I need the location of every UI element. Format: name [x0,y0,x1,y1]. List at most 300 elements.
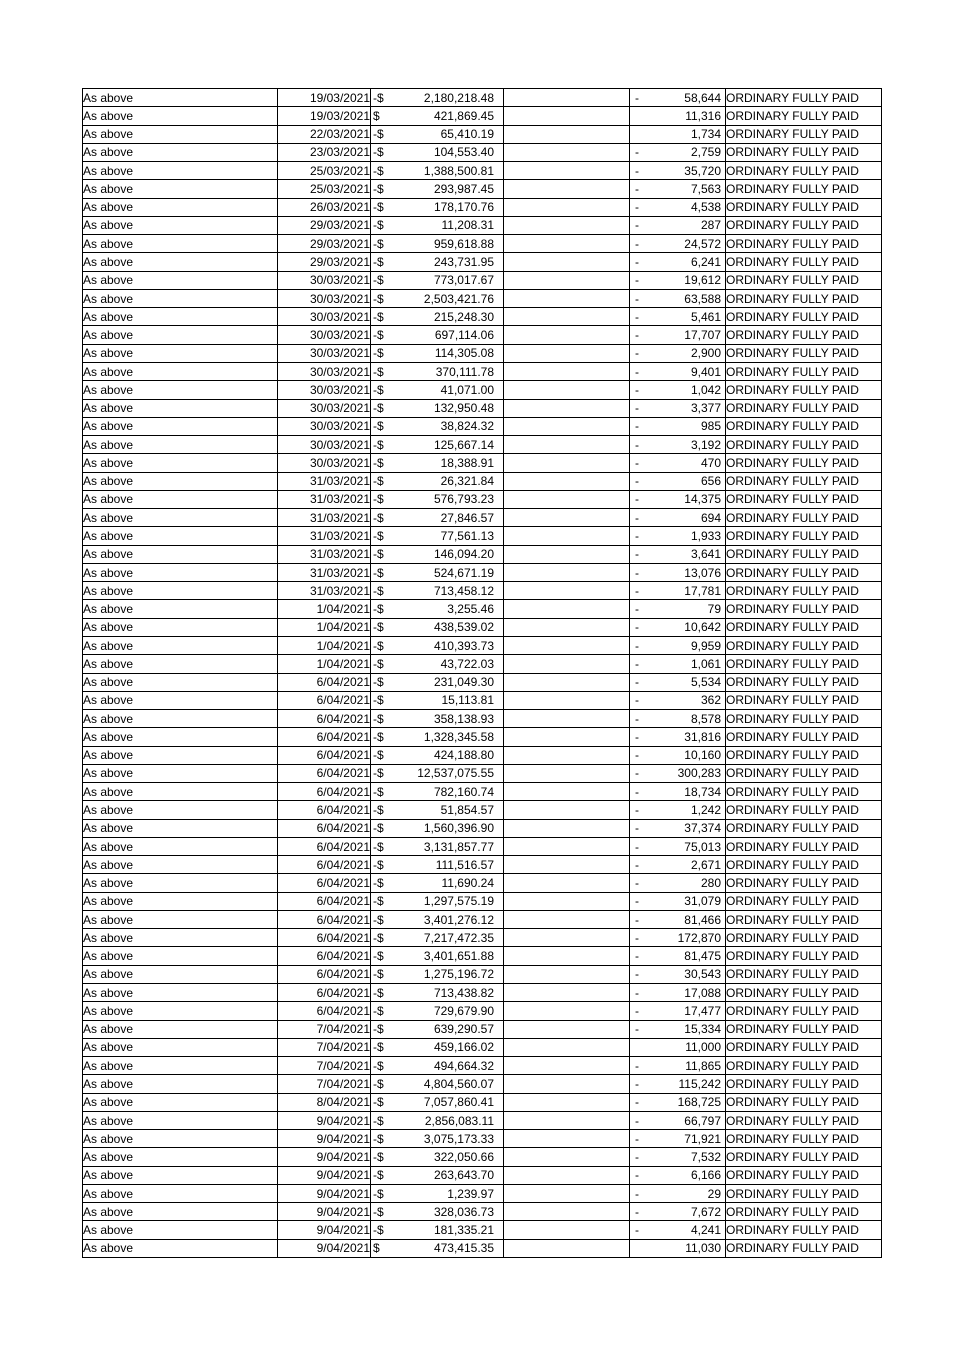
quantity-value: 287 [700,218,721,233]
amount-accounting-wrap [371,949,503,963]
table-row [83,819,882,837]
cell-share-class [726,764,882,782]
amount-accounting-wrap [371,967,503,981]
description-text: As above [83,949,134,964]
currency-sign: -$ [373,1131,384,1146]
amount-accounting-wrap [371,986,503,1000]
quantity-value: 1,061 [690,656,721,671]
cell-date [278,655,371,673]
cell-blank [504,1221,630,1239]
currency-sign: -$ [373,346,384,361]
cell-quantity [630,1203,726,1221]
share-class-text: ORDINARY FULLY PAID [726,748,859,763]
table-row [83,710,882,728]
currency-sign: -$ [373,437,384,452]
cell-blank [504,1093,630,1111]
description-text: As above [83,766,134,781]
date-text: 6/04/2021 [316,930,370,945]
amount-value: 4,804,560.07 [423,1076,494,1091]
table-row [83,362,882,380]
cell-quantity [630,691,726,709]
cell-description [83,874,278,892]
amount-value: 322,050.66 [433,1150,494,1165]
cell-amount [371,1002,504,1020]
amount-accounting-wrap [371,1150,503,1164]
amount-accounting-wrap [371,237,503,251]
quantity-accounting-wrap [630,821,725,835]
amount-accounting-wrap [371,328,503,342]
negative-sign: - [635,675,639,690]
cell-share-class [726,874,882,892]
cell-description [83,235,278,253]
cell-quantity [630,965,726,983]
cell-share-class [726,381,882,399]
date-text: 6/04/2021 [316,1003,370,1018]
cell-blank [504,783,630,801]
amount-value: 410,393.73 [433,638,494,653]
amount-value: 697,114.06 [434,328,494,343]
cell-quantity [630,636,726,654]
quantity-accounting-wrap [630,292,725,306]
quantity-accounting-wrap [630,803,725,817]
cell-quantity [630,746,726,764]
cell-date [278,1075,371,1093]
description-text: As above [83,309,134,324]
cell-description [83,417,278,435]
cell-date [278,235,371,253]
cell-amount [371,947,504,965]
table-row [83,509,882,527]
quantity-value: 9,401 [690,364,721,379]
amount-value: 424,188.80 [433,748,494,763]
negative-sign: - [635,90,639,105]
table-row [83,107,882,125]
table-row [83,764,882,782]
negative-sign: - [635,364,639,379]
cell-description [83,764,278,782]
amount-value: 114,305.08 [434,346,494,361]
cell-blank [504,308,630,326]
cell-blank [504,490,630,508]
cell-quantity [630,984,726,1002]
share-class-text: ORDINARY FULLY PAID [726,930,859,945]
cell-description [83,1221,278,1239]
amount-value: 713,438.82 [433,985,494,1000]
share-class-text: ORDINARY FULLY PAID [726,1095,859,1110]
cell-description [83,892,278,910]
table-row [83,856,882,874]
quantity-accounting-wrap [630,584,725,598]
cell-amount [371,454,504,472]
amount-value: 328,036.73 [433,1204,494,1219]
negative-sign: - [635,1223,639,1238]
cell-amount [371,1075,504,1093]
quantity-value: 18,734 [684,784,721,799]
amount-value: 18,388.91 [440,455,494,470]
cell-share-class [726,1038,882,1056]
amount-accounting-wrap [371,766,503,780]
cell-description [83,691,278,709]
share-class-text: ORDINARY FULLY PAID [726,949,859,964]
quantity-value: 10,160 [684,748,721,763]
cell-quantity [630,1020,726,1038]
cell-date [278,764,371,782]
description-text: As above [83,1003,134,1018]
cell-share-class [726,216,882,234]
quantity-accounting-wrap [630,876,725,890]
cell-amount [371,819,504,837]
cell-blank [504,710,630,728]
negative-sign: - [635,291,639,306]
quantity-value: 35,720 [684,163,721,178]
cell-share-class [726,563,882,581]
quantity-value: 75,013 [684,839,721,854]
cell-blank [504,746,630,764]
cell-share-class [726,1166,882,1184]
amount-value: 438,539.02 [433,620,494,635]
negative-sign: - [635,894,639,909]
negative-sign: - [635,693,639,708]
quantity-accounting-wrap [630,328,725,342]
cell-amount [371,1038,504,1056]
cell-quantity [630,1093,726,1111]
cell-amount [371,253,504,271]
quantity-value: 1,734 [690,127,721,142]
quantity-accounting-wrap [630,218,725,232]
description-text: As above [83,382,134,397]
cell-description [83,1057,278,1075]
cell-blank [504,436,630,454]
cell-date [278,1020,371,1038]
share-class-text: ORDINARY FULLY PAID [726,510,859,525]
amount-accounting-wrap [371,1132,503,1146]
cell-quantity [630,929,726,947]
cell-amount [371,1203,504,1221]
cell-description [83,965,278,983]
date-text: 6/04/2021 [316,711,370,726]
cell-amount [371,89,504,107]
cell-description [83,655,278,673]
quantity-accounting-wrap [630,237,725,251]
share-class-text: ORDINARY FULLY PAID [726,529,859,543]
amount-value: 11,690.24 [441,876,494,891]
quantity-accounting-wrap [630,273,725,287]
description-text: As above [83,108,134,123]
cell-amount [371,198,504,216]
quantity-value: 2,900 [690,346,721,361]
amount-accounting-wrap [371,511,503,525]
cell-share-class [726,490,882,508]
amount-accounting-wrap [371,620,503,634]
date-text: 9/04/2021 [316,1204,370,1219]
share-class-text: ORDINARY FULLY PAID [726,766,859,781]
cell-date [278,819,371,837]
quantity-accounting-wrap [630,894,725,908]
quantity-value: 7,672 [690,1204,721,1219]
cell-date [278,691,371,709]
quantity-accounting-wrap [630,474,725,488]
negative-sign: - [635,529,639,543]
description-text: As above [83,1040,134,1055]
amount-value: 524,671.19 [433,565,494,580]
cell-description [83,1020,278,1038]
cell-share-class [726,746,882,764]
cell-share-class [726,892,882,910]
cell-blank [504,545,630,563]
quantity-accounting-wrap [630,620,725,634]
description-text: As above [83,419,134,434]
cell-date [278,563,371,581]
description-text: As above [83,291,134,306]
quantity-accounting-wrap [630,401,725,415]
quantity-value: 300,283 [677,766,721,781]
quantity-accounting-wrap [630,1040,725,1054]
cell-date [278,1239,371,1257]
cell-blank [504,1002,630,1020]
amount-value: 26,321.84 [440,474,494,489]
cell-date [278,399,371,417]
quantity-value: 10,642 [684,620,721,635]
cell-date [278,308,371,326]
amount-value: 729,679.90 [433,1003,494,1018]
cell-date [278,436,371,454]
date-text: 9/04/2021 [316,1113,370,1128]
amount-accounting-wrap [371,383,503,397]
cell-quantity [630,271,726,289]
cell-date [278,618,371,636]
negative-sign: - [635,766,639,781]
amount-value: 1,560,396.90 [423,821,494,836]
cell-share-class [726,545,882,563]
cell-share-class [726,509,882,527]
currency-sign: -$ [373,930,384,945]
cell-amount [371,143,504,161]
cell-quantity [630,783,726,801]
amount-accounting-wrap [371,255,503,269]
cell-description [83,107,278,125]
cell-share-class [726,472,882,490]
cell-share-class [726,1002,882,1020]
description-text: As above [83,748,134,763]
table-row [83,563,882,581]
cell-quantity [630,600,726,618]
currency-sign: -$ [373,529,384,543]
cell-blank [504,929,630,947]
cell-description [83,618,278,636]
description-text: As above [83,1150,134,1165]
cell-amount [371,527,504,545]
date-text: 6/04/2021 [316,729,370,744]
quantity-value: 17,477 [684,1003,721,1018]
share-class-text: ORDINARY FULLY PAID [726,401,859,416]
table-row [83,308,882,326]
currency-sign: -$ [373,273,384,288]
cell-amount [371,289,504,307]
amount-accounting-wrap [371,365,503,379]
cell-amount [371,728,504,746]
cell-quantity [630,216,726,234]
cell-blank [504,947,630,965]
amount-accounting-wrap [371,310,503,324]
description-text: As above [83,437,134,452]
description-text: As above [83,602,134,617]
share-class-text: ORDINARY FULLY PAID [726,474,859,489]
currency-sign: -$ [373,912,384,927]
cell-blank [504,180,630,198]
date-text: 26/03/2021 [309,200,370,215]
share-class-text: ORDINARY FULLY PAID [726,1058,859,1073]
negative-sign: - [635,1058,639,1073]
currency-sign: -$ [373,382,384,397]
cell-quantity [630,344,726,362]
cell-quantity [630,235,726,253]
quantity-value: 3,641 [690,547,721,562]
share-class-text: ORDINARY FULLY PAID [726,163,859,178]
quantity-value: 31,816 [684,729,721,744]
cell-quantity [630,89,726,107]
cell-description [83,381,278,399]
currency-sign: -$ [373,821,384,836]
date-text: 9/04/2021 [316,1223,370,1238]
cell-blank [504,1166,630,1184]
quantity-accounting-wrap [630,602,725,616]
cell-description [83,1075,278,1093]
currency-sign: -$ [373,492,384,507]
share-class-text: ORDINARY FULLY PAID [726,492,859,507]
cell-amount [371,344,504,362]
amount-value: 181,335.21 [433,1223,494,1238]
amount-accounting-wrap [371,931,503,945]
cell-description [83,1239,278,1257]
cell-share-class [726,436,882,454]
date-text: 31/03/2021 [309,510,370,525]
share-class-text: ORDINARY FULLY PAID [726,127,859,142]
cell-date [278,965,371,983]
description-text: As above [83,784,134,799]
amount-accounting-wrap [371,894,503,908]
cell-quantity [630,947,726,965]
date-text: 6/04/2021 [316,857,370,872]
amount-accounting-wrap [371,584,503,598]
quantity-accounting-wrap [630,986,725,1000]
cell-blank [504,1057,630,1075]
cell-description [83,1166,278,1184]
quantity-accounting-wrap [630,913,725,927]
quantity-accounting-wrap [630,748,725,762]
amount-value: 421,869.45 [433,108,494,123]
date-text: 30/03/2021 [309,437,370,452]
cell-quantity [630,819,726,837]
amount-accounting-wrap [371,693,503,707]
description-text: As above [83,200,134,215]
quantity-accounting-wrap [630,1059,725,1073]
share-class-text: ORDINARY FULLY PAID [726,218,859,233]
cell-blank [504,326,630,344]
table-row [83,1093,882,1111]
cell-amount [371,1130,504,1148]
cell-blank [504,198,630,216]
date-text: 30/03/2021 [309,382,370,397]
cell-amount [371,125,504,143]
cell-amount [371,801,504,819]
currency-sign: -$ [373,565,384,580]
cell-blank [504,1184,630,1202]
cell-date [278,892,371,910]
currency-sign: -$ [373,583,384,598]
cell-date [278,125,371,143]
share-class-text: ORDINARY FULLY PAID [726,328,859,343]
quantity-value: 11,000 [685,1040,721,1055]
amount-value: 782,160.74 [433,784,494,799]
table-row [83,636,882,654]
cell-description [83,509,278,527]
negative-sign: - [635,729,639,744]
amount-accounting-wrap [371,1241,503,1255]
negative-sign: - [635,1076,639,1091]
negative-sign: - [635,437,639,452]
cell-blank [504,162,630,180]
date-text: 6/04/2021 [316,821,370,836]
amount-accounting-wrap [371,840,503,854]
cell-blank [504,563,630,581]
negative-sign: - [635,273,639,288]
description-text: As above [83,127,134,142]
date-text: 31/03/2021 [309,583,370,598]
cell-share-class [726,618,882,636]
negative-sign: - [635,1003,639,1018]
quantity-accounting-wrap [630,1223,725,1237]
date-text: 31/03/2021 [309,529,370,543]
quantity-accounting-wrap [630,419,725,433]
table-row [83,746,882,764]
quantity-accounting-wrap [630,840,725,854]
quantity-value: 280 [700,876,721,891]
cell-description [83,162,278,180]
cell-date [278,180,371,198]
description-text: As above [83,1186,134,1201]
table-row [83,582,882,600]
share-class-text: ORDINARY FULLY PAID [726,784,859,799]
quantity-value: 5,461 [690,309,721,324]
cell-share-class [726,162,882,180]
share-class-text: ORDINARY FULLY PAID [726,364,859,379]
negative-sign: - [635,1204,639,1219]
amount-accounting-wrap [371,127,503,141]
description-text: As above [83,364,134,379]
quantity-accounting-wrap [630,1077,725,1091]
date-text: 9/04/2021 [316,1241,370,1256]
amount-accounting-wrap [371,602,503,616]
amount-value: 1,297,575.19 [423,894,494,909]
currency-sign: -$ [373,1113,384,1128]
cell-amount [371,892,504,910]
quantity-accounting-wrap [630,164,725,178]
cell-quantity [630,892,726,910]
currency-sign: -$ [373,1022,384,1037]
description-text: As above [83,1095,134,1110]
cell-amount [371,1166,504,1184]
cell-share-class [726,125,882,143]
cell-date [278,582,371,600]
currency-sign: -$ [373,547,384,562]
negative-sign: - [635,1150,639,1165]
table-row [83,454,882,472]
quantity-value: 4,538 [690,200,721,215]
currency-sign: -$ [373,857,384,872]
cell-blank [504,1239,630,1257]
amount-value: 459,166.02 [433,1040,494,1055]
date-text: 6/04/2021 [316,675,370,690]
